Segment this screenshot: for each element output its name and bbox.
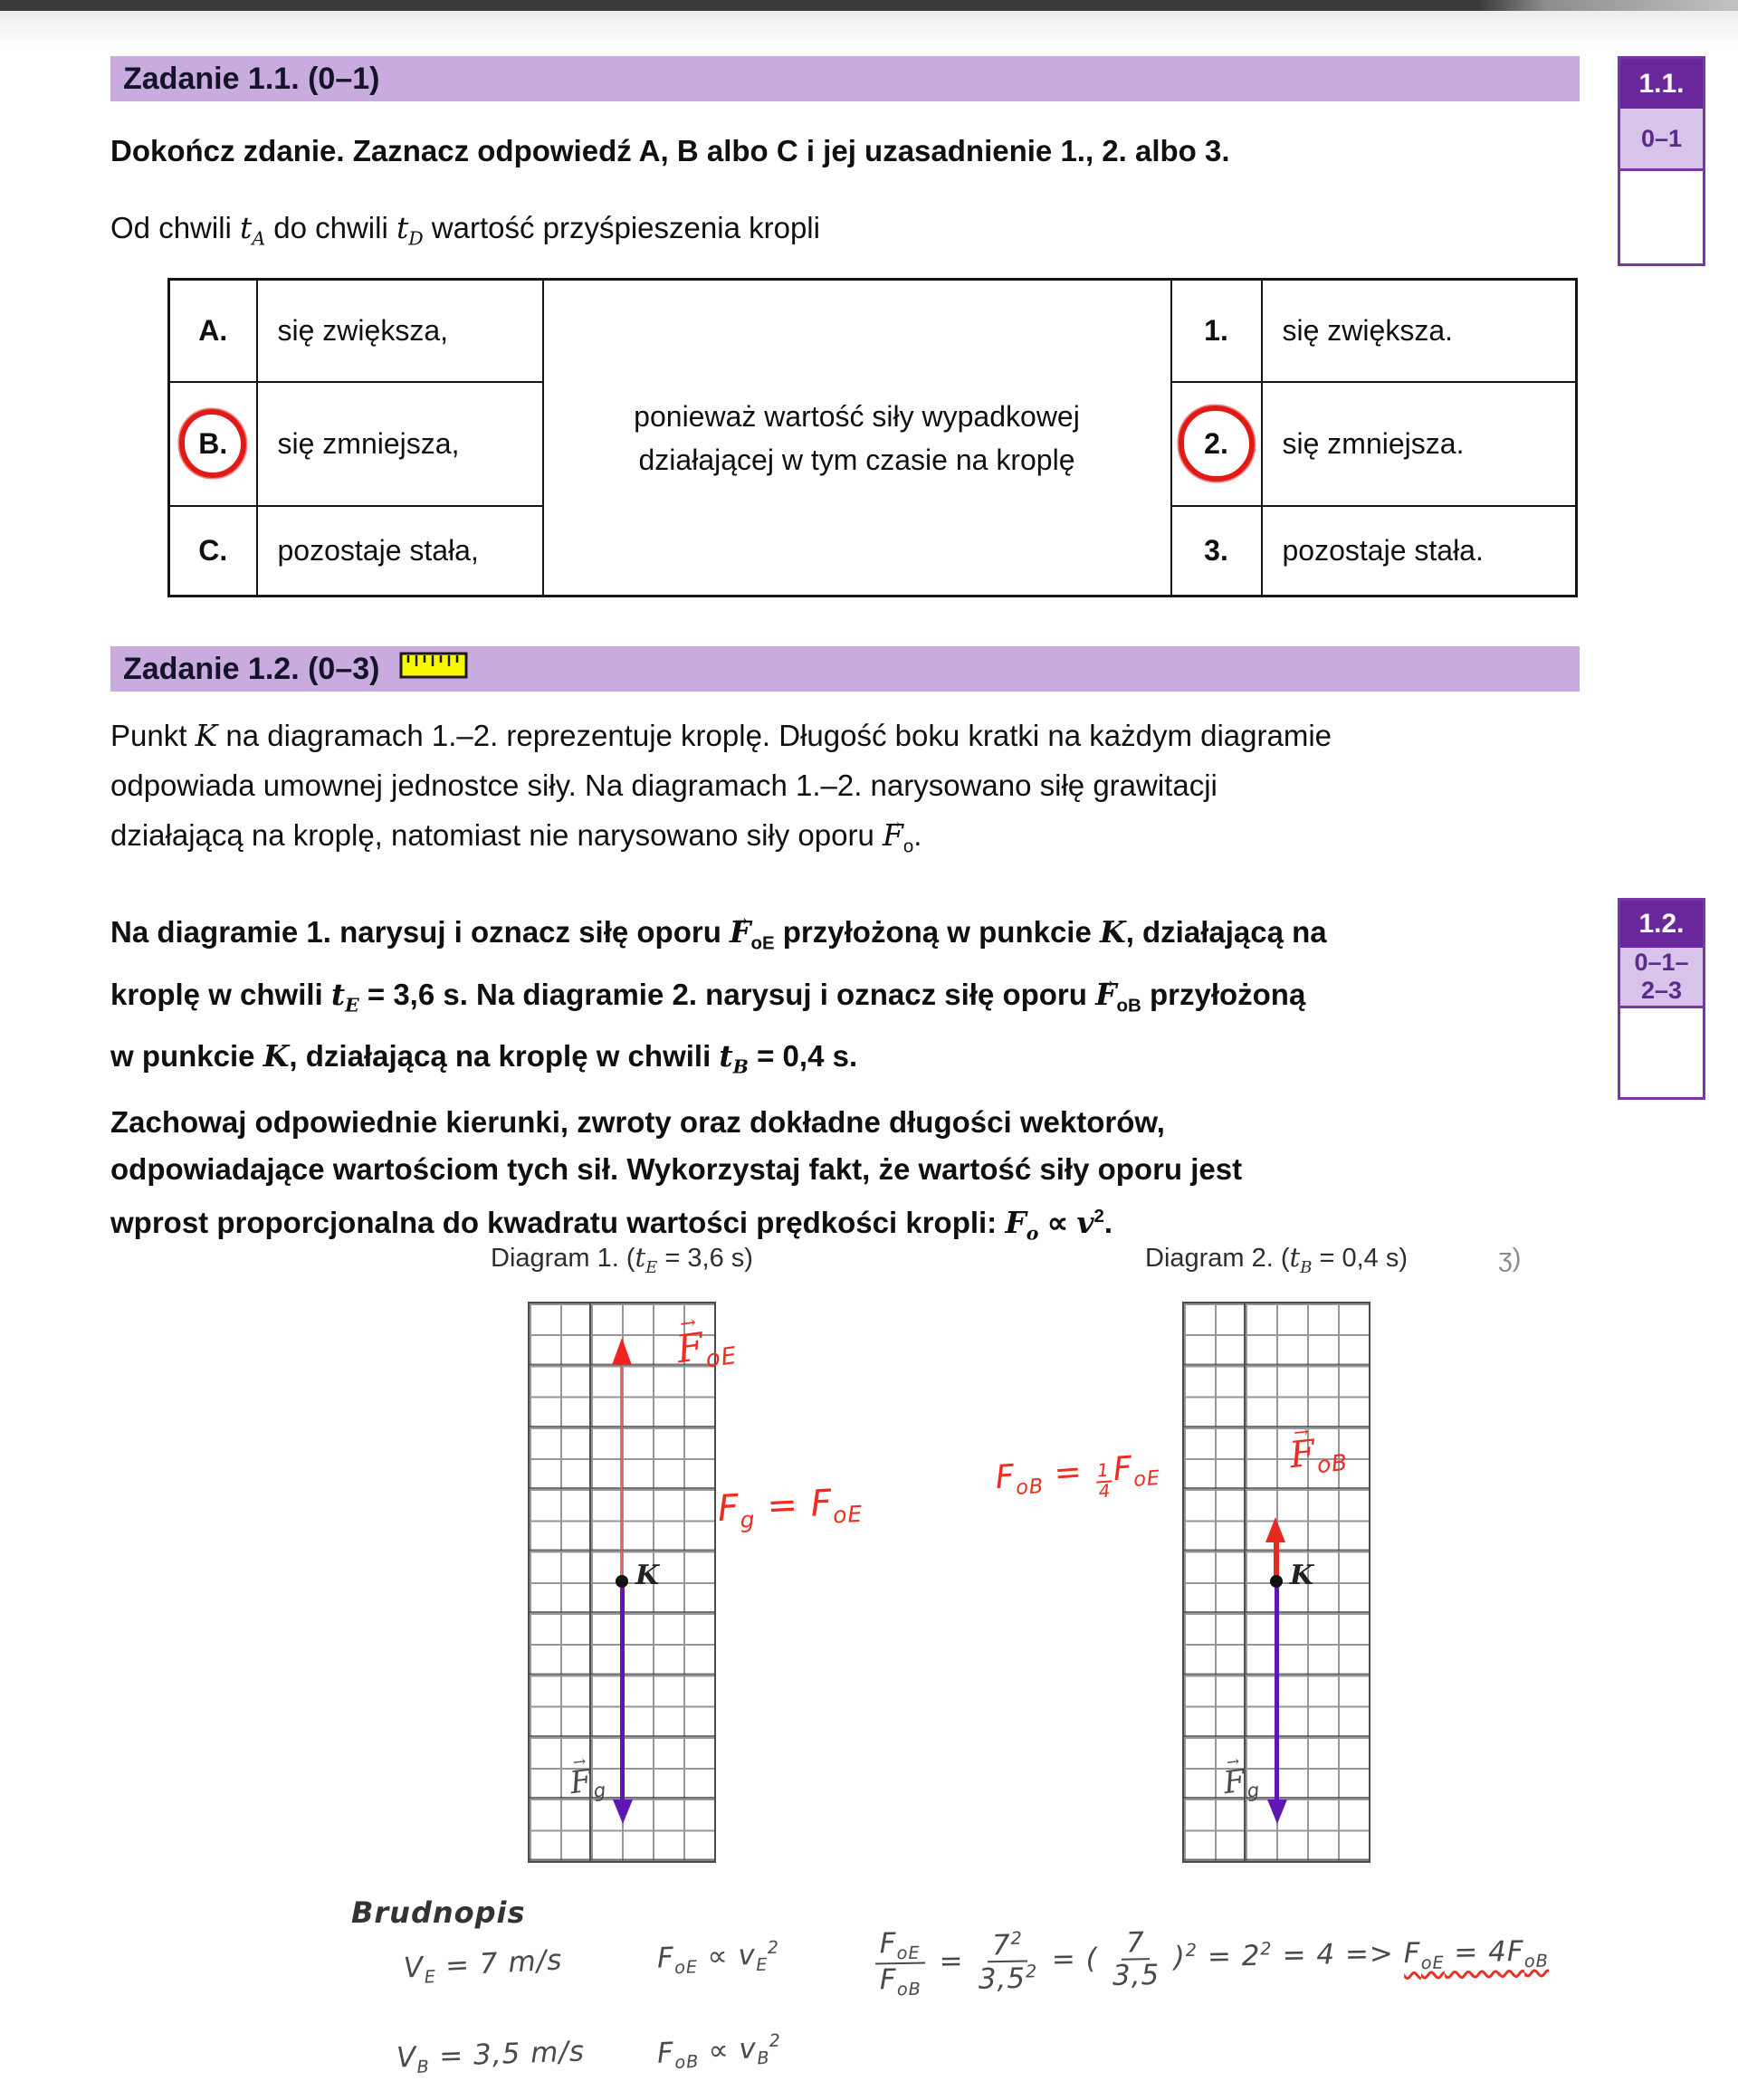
answer-key-C[interactable]: C. [169,506,257,597]
diagram-1-grid[interactable] [528,1302,716,1863]
between-diagrams-relation-note: $F_{oB}$ = $\frac{1}{4}$ $F_{oE}$ [994,1449,1161,1503]
scan-artifact-mark: ʒ) [1498,1244,1522,1273]
answer-text-A[interactable]: się zwiększa, [257,280,543,382]
justification-text-2[interactable]: się zmniejsza. [1262,382,1577,506]
answer-table [167,278,1578,597]
diagram-1-gravity-force-label: $F \to_g$ [568,1761,607,1805]
diagram-2-K-label: K [1290,1560,1314,1591]
answer-text-C[interactable]: pozostaje stała, [257,506,543,597]
task-1-1-title: Zadanie 1.1. (0–1) [123,61,380,96]
diagram-2-grid[interactable] [1182,1302,1370,1863]
justification-key-2[interactable]: 2. [1171,382,1262,506]
scan-top-bar [0,0,1738,11]
diagram-1-drag-force-label: $F \to_{oE}$ [673,1320,739,1378]
diagram-2-drag-vector-head [1265,1517,1285,1542]
diagram-2-drag-force-label: $F \to_{oB}$ [1288,1429,1350,1481]
diagram-2-point-K [1270,1575,1283,1588]
diagram-2-gravity-force-label: $F \to_g$ [1221,1761,1261,1805]
score-box-1-2-points: 0–1– 2–3 [1620,948,1703,1008]
answer-key-A[interactable]: A. [169,280,257,382]
task-1-2-intro: Punkt K na diagramach 1.–2. reprezentuje kroplę. Długość boku kratki na każdym diagramie odpowiada umownej jednostce siły. Na diagramach 1.–2. narysowano siłę grawitacji działającą na kroplę, natomiast nie narysowano siły oporu $F \to_o$. [110,711,1332,872]
score-box-1-1-label: 1.1. [1620,59,1703,109]
score-box-1-2 [1618,898,1705,1100]
diagram-1-title: Diagram 1. ($t_E = 3,6$ s) [491,1242,753,1277]
scratch-main-derivation: $F_{oE}$ $F_{oB}$ = $\frac{7^2}{3,5^2}$ = ( $\frac{7}{3,5}$ )$^2 = 2^2 = 4 => F_{oE} = 4F_{oB}$ [870,1916,1549,2000]
diagram-1-gravity-vector-shaft [620,1580,625,1803]
diagram-2-title: Diagram 2. ($t_B = 0,4$ s) [1145,1242,1408,1277]
diagram-1-point-K [616,1575,628,1588]
scratch-drag-B-proportionality: $F_{oB} \propto v_B^2$ [656,2029,782,2074]
diagram-1-drag-vector-shaft [620,1363,623,1582]
diagram-1-drag-vector-head [612,1338,632,1365]
score-box-1-2-blank[interactable] [1620,1008,1703,1097]
task-1-1-instruction: Dokończ zdanie. Zaznacz odpowiedź A, B albo C i jej uzasadnienie 1., 2. albo 3. [110,134,1230,167]
diagram-1-gravity-vector-head [613,1799,633,1824]
score-box-1-2-label: 1.2. [1620,901,1703,948]
task-1-2-title: Zadanie 1.2. (0–3) [123,651,380,686]
diagram-2-gravity-vector-shaft [1275,1580,1279,1803]
scratch-velocity-B: $V_B = 3,5$ m/s [396,2035,586,2078]
diagram-2-gravity-vector-head [1267,1799,1287,1824]
scratch-velocity-E: $V_E = 7$ m/s [403,1943,564,1988]
table-middle-cell: ponieważ wartość siły wypadkowej działającej w tym czasie na kroplę [543,280,1171,597]
diagram-1-equality-note: $F_g = F_{oE}$ [716,1482,864,1533]
task-1-1-lead: Od chwili $t_A$ do chwili $t_D$ wartość przyśpieszenia kropli [110,210,820,250]
score-box-1-1-blank[interactable] [1620,171,1703,263]
score-box-1-1 [1618,56,1705,266]
answer-key-B[interactable]: B. [169,382,257,506]
scratch-drag-E-proportionality: $F_{oE} \propto v_E^2$ [656,1936,780,1979]
score-box-1-1-points: 0–1 [1620,109,1703,171]
scratch-title: Brudnopis [351,1895,526,1930]
answer-text-B[interactable]: się zmniejsza, [257,382,543,506]
selected-justification-circle [1179,406,1255,482]
justification-text-1[interactable]: się zwiększa. [1262,280,1577,382]
task-1-1-header [110,56,1580,101]
selected-answer-circle [179,409,246,478]
diagram-1-K-label: K [635,1560,660,1591]
ruler-icon [399,652,468,687]
task-1-2-header [110,646,1580,692]
task-1-2-command-2: Zachowaj odpowiednie kierunki, zwroty oraz dokładne długości wektorów, odpowiadające wartościom tych sił. Wykorzystaj fakt, że wartość siły oporu jest wprost proporcjonalna do kwadratu wartości prędkości kropli: $F_o \propto v^2$. [110,1105,1243,1245]
justification-key-3[interactable]: 3. [1171,506,1262,597]
justification-text-3[interactable]: pozostaje stała. [1262,506,1577,597]
table-row [169,280,1577,382]
task-1-2-command-1: Na diagramie 1. narysuj i oznacz siłę oporu $F \to_{oE}$ przyłożoną w punkcie K, działającą na kroplę w chwili $t_E = 3,6$ s. Na diagramie 2. narysuj i oznacz siłę oporu $F \to_{oB}$ przyłożoną w punkcie K, działającą na kroplę w chwili $t_B = 0,4$ s. [110,907,1327,1093]
scan-top-fade [0,11,1738,49]
justification-key-1[interactable]: 1. [1171,280,1262,382]
